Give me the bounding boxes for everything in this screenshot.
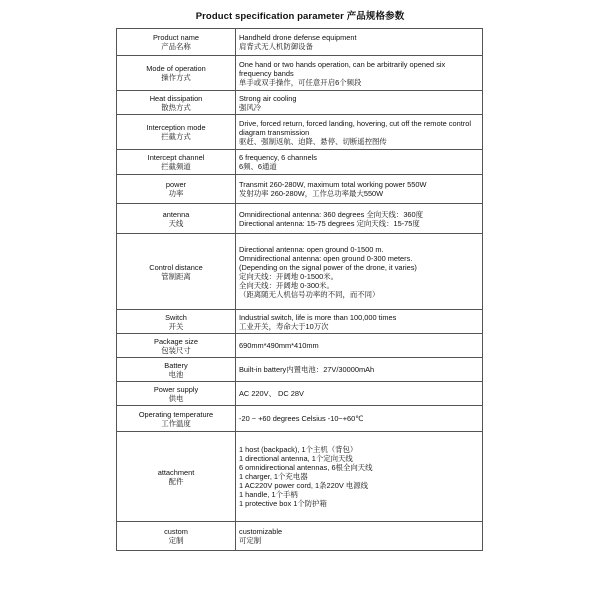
spec-value-line: Handheld drone defense equipment (239, 33, 357, 42)
spec-value-cell (236, 115, 483, 150)
spec-value-cell (236, 150, 483, 175)
spec-name-en: Package size (154, 336, 198, 346)
spec-name-cell (117, 406, 236, 432)
spec-name-en: Power supply (153, 384, 199, 394)
spec-value-line: (Depending on the signal power of the drone, it varies) (239, 262, 417, 272)
spec-value-line: 发射功率 260-280W，工作总功率最大550W (239, 189, 384, 198)
spec-value-cell (236, 29, 483, 56)
spec-name-cell (117, 234, 236, 310)
spec-value-cell (236, 91, 483, 115)
spec-name-en: Switch (165, 312, 187, 322)
spec-value-cell (236, 522, 483, 551)
spec-name-en: Battery (164, 360, 188, 370)
spec-row (117, 432, 483, 522)
spec-row (117, 91, 483, 115)
spec-value-cell (236, 234, 483, 310)
spec-value-line: Drive, forced return, forced landing, hovering, cut off the remote control diagram transmission (239, 118, 471, 137)
spec-value-cell (236, 358, 483, 382)
spec-name-en: Intercept channel (147, 153, 205, 162)
spec-row (117, 56, 483, 91)
spec-row (117, 115, 483, 150)
spec-value-line: 1 charger, 1个充电器 (239, 472, 308, 481)
spec-value-line: 驱赶、强制返航、迫降、悬停、切断遥控图传 (239, 136, 387, 146)
spec-table (116, 28, 483, 551)
spec-value-line: Omnidirectional antenna: open ground 0-300 meters. (239, 253, 413, 263)
spec-value-line: 690mm*490mm*410mm (239, 341, 319, 350)
spec-name-cn: 散热方式 (161, 102, 191, 112)
spec-name-cell (117, 150, 236, 175)
spec-value-line: 定向天线：开阔地 0-1500米。 (239, 271, 338, 281)
spec-value-line: 6频、6通道 (239, 162, 277, 171)
spec-name-cn: 供电 (168, 393, 184, 403)
spec-name-cn: 操作方式 (161, 73, 191, 82)
spec-name-cell (117, 522, 236, 551)
spec-value-cell (236, 406, 483, 432)
spec-name-cn: 天线 (168, 218, 184, 228)
spec-value-cell (236, 56, 483, 91)
spec-row (117, 522, 483, 551)
spec-value-line: Directional antenna: open ground 0-1500 m. (239, 244, 384, 254)
spec-value-line: 1 protective box 1个防护箱 (239, 499, 327, 508)
spec-value-cell (236, 175, 483, 204)
spec-value-line: Omnidirectional antenna: 360 degrees 全向天线：360度 (239, 209, 424, 219)
spec-name-en: Heat dissipation (149, 93, 203, 103)
spec-value-line: 1 handle, 1个手柄 (239, 490, 298, 499)
spec-name-cn: 电池 (168, 369, 184, 379)
spec-value-cell (236, 432, 483, 522)
spec-value-line: Directional antenna: 15-75 degrees 定向天线：15-75度 (239, 218, 420, 228)
spec-row (117, 358, 483, 382)
spec-value-line: 1 AC220V power cord, 1条220V 电源线 (239, 481, 368, 490)
spec-name-cn: 工作温度 (161, 418, 191, 428)
spec-value-line: 全向天线：开阔地 0-300米。 (239, 280, 334, 290)
spec-name-cell (117, 310, 236, 334)
spec-value-line: 强风冷 (239, 102, 262, 112)
spec-row (117, 334, 483, 358)
spec-name-en: Operating temperature (138, 409, 214, 419)
spec-name-cell (117, 382, 236, 406)
spec-name-cn: 产品名称 (161, 42, 191, 51)
spec-name-en: power (165, 180, 187, 189)
spec-name-cn: 配件 (168, 476, 184, 486)
spec-name-cn: 功率 (168, 189, 184, 198)
spec-value-line: 单手或双手操作，可任意开启6个频段 (239, 77, 362, 87)
spec-name-cn: 开关 (168, 321, 184, 331)
spec-name-en: Control distance (149, 262, 203, 272)
spec-name-cn: 管制距离 (161, 271, 191, 281)
spec-name-cell (117, 115, 236, 150)
spec-value-line: customizable (239, 527, 283, 536)
spec-name-cell (117, 29, 236, 56)
spec-name-cn: 包装尺寸 (161, 345, 191, 355)
spec-value-line: 可定制 (239, 536, 262, 545)
spec-row (117, 382, 483, 406)
spec-name-cell (117, 358, 236, 382)
spec-value-line: One hand or two hands operation, can be arbitrarily opened six frequency bands (239, 59, 446, 78)
spec-value-cell (236, 310, 483, 334)
spec-name-en: custom (164, 527, 188, 536)
spec-name-cn: 拦截方式 (161, 132, 191, 141)
spec-value-line: 肩背式无人机防御设备 (239, 42, 313, 51)
spec-name-cell (117, 175, 236, 204)
spec-name-cell (117, 56, 236, 91)
spec-name-en: Product name (152, 33, 199, 42)
spec-name-en: Mode of operation (146, 64, 206, 73)
spec-value-line: 工业开关，寿命大于10万次 (239, 321, 329, 331)
spec-row (117, 310, 483, 334)
spec-value-line: 1 directional antenna, 1个定向天线 (239, 454, 353, 463)
spec-value-line: AC 220V、 DC 28V (239, 389, 304, 398)
spec-value-line: 1 host (backpack), 1个主机（背包） (239, 445, 358, 454)
spec-row (117, 150, 483, 175)
spec-value-line: Strong air cooling (239, 93, 297, 103)
page-title: Product specification parameter 产品规格参数 (195, 11, 405, 22)
spec-value-line: （距离随无人机信号功率的不同，而不同） (239, 289, 380, 299)
spec-name-cell (117, 204, 236, 234)
spec-value-line: Built-in battery内置电池：27V/30000mAh (239, 365, 375, 374)
spec-name-cell (117, 91, 236, 115)
spec-value-line: Industrial switch, life is more than 100,000 times (239, 312, 397, 322)
spec-row (117, 406, 483, 432)
spec-name-en: antenna (162, 209, 190, 219)
spec-value-cell (236, 382, 483, 406)
spec-value-line: 6 frequency, 6 channels (239, 153, 317, 162)
spec-row (117, 175, 483, 204)
spec-name-cell (117, 432, 236, 522)
spec-value-line: Transmit 260-280W, maximum total working power 550W (239, 180, 427, 189)
spec-name-en: Interception mode (146, 123, 206, 132)
spec-row (117, 204, 483, 234)
spec-value-line: 6 omnidirectional antennas, 6根全向天线 (239, 463, 373, 472)
spec-name-cn: 拦截频道 (161, 162, 191, 171)
spec-name-en: attachment (157, 467, 195, 477)
spec-value-cell (236, 334, 483, 358)
spec-value-line: -20 ~ +60 degrees Celsius -10~+60℃ (239, 414, 364, 423)
spec-row (117, 29, 483, 56)
spec-name-cn: 定制 (168, 536, 184, 545)
spec-value-cell (236, 204, 483, 234)
spec-row (117, 234, 483, 310)
spec-name-cell (117, 334, 236, 358)
